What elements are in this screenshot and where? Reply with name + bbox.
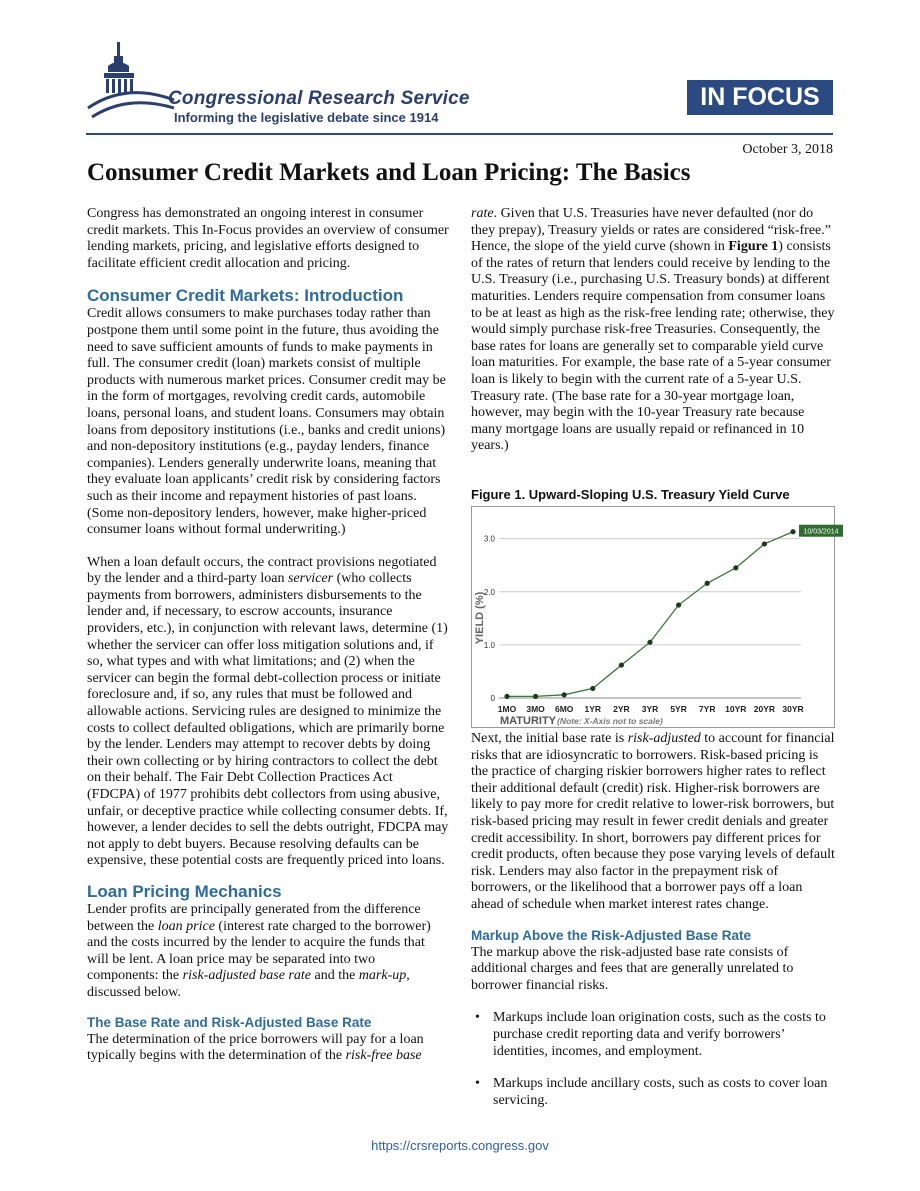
header-rule — [86, 133, 833, 135]
data-point — [705, 581, 710, 586]
paragraph-markup: The markup above the risk-adjusted base rate consists of additional charges and fees that are generally unrelated to borrower financial risks. — [471, 944, 794, 993]
x-axis-label: MATURITY — [500, 715, 557, 727]
y-tick-label: 0 — [490, 694, 495, 703]
x-tick-label: 3YR — [641, 704, 659, 714]
bullet-item-origination: • Markups include loan origination costs, such as the costs to purchase credit reporting data and verify borrowers’ identities, incomes, and employment. — [475, 1010, 826, 1059]
right-column-top — [471, 206, 835, 455]
x-tick-label: 10YR — [725, 704, 747, 714]
bullet-icon: • — [475, 1076, 480, 1092]
data-point — [762, 541, 767, 546]
paragraph-loan-pricing: Lender profits are principally generated from the difference between the loan price (interest rate charged to the borrower) and the costs incurred by the lender to acquire the funds that will be lent. A loan price may be separated into two components: the risk-adjusted base rate and the mark-up, discussed below. — [87, 901, 431, 1000]
x-tick-label: 2YR — [613, 704, 630, 714]
paragraph-risk-free-rate: rate. Given that U.S. Treasuries have never defaulted (nor do they prepay), Treasury yields or rates are considered “risk-free.” Hence, the slope of the yield curve (shown in Figure 1) consists of the rates of return that lenders could receive by lending to the U.S. Treasury (i.e., purchasing U.S. Treasury bonds) at different maturities. Lenders require compensation from consumer loans to be at least as high as the risk-free lending rate; otherwise, they would simply purchase risk-free Treasuries. Consequently, the base rates for loans are generally set to comparable yield curve loan maturities. For example, the base rate of a 5-year consumer loan is likely to begin with the current rate of a 5-year U.S. Treasury rate. (The base rate for a 30-year mortgage loan, however, may begin with the 10-year Treasury rate because many mortgage loans are usually repaid or refinanced in 10 years.) — [471, 206, 835, 454]
data-point — [790, 529, 795, 534]
bullet-item-ancillary: • Markups include ancillary costs, such as costs to cover loan servicing. — [475, 1076, 828, 1108]
heading-loan-pricing: Loan Pricing Mechanics — [87, 881, 282, 901]
intro-paragraph: Congress has demonstrated an ongoing interest in consumer credit markets. This In-Focus provides an overview of consumer lending markets, pricing, and legislative efforts designed to facilitate efficient credit allocation and pricing. — [87, 206, 449, 271]
data-point — [533, 694, 538, 699]
y-axis-label: YIELD (%) — [474, 591, 486, 645]
y-tick-label: 3.0 — [483, 534, 495, 544]
x-tick-label: 7YR — [698, 704, 716, 714]
right-column-bottom — [471, 731, 835, 1109]
publication-date: October 3, 2018 — [742, 142, 833, 157]
data-point — [590, 686, 595, 691]
in-focus-badge: IN FOCUS — [687, 80, 833, 115]
y-tick-label: 2.0 — [483, 587, 495, 597]
data-point — [562, 692, 567, 697]
x-tick-label: 1MO — [497, 704, 517, 714]
heading-base-rate: The Base Rate and Risk-Adjusted Base Rate — [87, 1014, 372, 1030]
page-title: Consumer Credit Markets and Loan Pricing: The Basics — [87, 159, 691, 186]
x-tick-label: 1YR — [584, 704, 602, 714]
footer-url[interactable]: https://crsreports.congress.gov — [371, 1138, 549, 1153]
x-tick-label: 3MO — [526, 704, 545, 714]
org-tagline: Informing the legislative debate since 1914 — [174, 110, 439, 125]
org-name: Congressional Research Service — [168, 88, 470, 109]
x-tick-label: 20YR — [753, 704, 776, 714]
x-axis-note: (Note: X-Axis not to scale) — [557, 716, 663, 726]
left-column — [87, 206, 449, 1065]
paragraph-loan-default: When a loan default occurs, the contract provisions negotiated by the lender and a third-party loan servicer (who collects payments from borrowers, administers disbursements to the lender and, if necessary, to escrow accounts, insurance providers, etc.), in conjunction with relevant laws, determine (1) whether the servicer can offer loss mitigation solutions and, if so, what types and with what limitations; and (2) when the servicer can begin the formal debt-collection process or initiate foreclosure and, if so, any rules that must be followed and allowable actions. Servicing rules are designed to minimize the costs to collect defaulted obligations, which are primarily borne by the lender. Lenders may attempt to recover debts by doing their own collecting or by hiring contractors to collect the debt on their behalf. The Fair Debt Collection Practices Act (FDCPA) of 1977 prohibits debt collectors from using abusive, unfair, or deceptive practice while collecting consumer debts. If, however, a lender decides to sell the debts outright, FDCPA may not apply to debt buyers. Because resolving defaults can be expensive, these potential costs are frequently priced into loans. — [87, 554, 449, 869]
paragraph-base-rate: The determination of the price borrowers will pay for a loan typically begins with the determination of the risk-free base — [87, 1031, 424, 1064]
x-tick-label: 30YR — [782, 704, 804, 714]
y-tick-label: 1.0 — [483, 640, 495, 650]
data-point — [733, 565, 738, 570]
x-tick-label: 5YR — [670, 704, 687, 714]
paragraph-risk-adjusted: Next, the initial base rate is risk-adjusted to account for financial risks that are idiosyncratic to borrowers. Risk-based pricing is the practice of charging riskier borrowers higher rates to reflect their additional default (credit) risk. Higher-risk borrowers are likely to pay more for credit relative to lower-risk borrowers, but risk-based pricing may result in fewer credit denials and greater credit accessibility. In short, borrowers pay different prices for credit products, often because they pose varying levels of default risk. Lenders may also factor in the prepayment risk of borrowers, or the likelihood that a borrower pays off a loan ahead of schedule when market interest rates change. — [471, 731, 835, 912]
x-tick-label: 6MO — [554, 704, 574, 714]
bullet-icon: • — [475, 1010, 480, 1026]
paragraph-credit-overview: Credit allows consumers to make purchases today rather than postpone them until some point in the future, thus avoiding the need to save sufficient amounts of funds to make payments in full. The consumer credit (loan) markets consist of multiple products with numerous market prices. Consumer credit may be in the form of mortgages, revolving credit cards, automobile loans, personal loans, and student loans. Consumers may obtain loans from depository institutions (i.e., banks and credit unions) and non-depository institutions (e.g., payday lenders, finance companies). Lenders generally underwrite loans, meaning that they evaluate loan applicants’ credit risk by considering factors such as their income and repayment histories of past loans. (Some non-depository lenders, however, make higher-priced consumer loans without formal underwriting.) — [87, 306, 446, 538]
data-point — [676, 602, 681, 607]
annotation-label: 10/03/2014 — [803, 528, 839, 536]
figure-caption: Figure 1. Upward-Sloping U.S. Treasury Yield Curve — [471, 487, 790, 502]
data-point — [504, 694, 509, 699]
heading-markup: Markup Above the Risk-Adjusted Base Rate — [471, 927, 752, 943]
heading-consumer-credit-markets: Consumer Credit Markets: Introduction — [87, 286, 404, 306]
data-point — [619, 662, 624, 667]
chart-frame — [472, 507, 835, 728]
yield-curve-chart — [471, 506, 839, 728]
crs-dome-logo-icon — [86, 42, 176, 132]
data-point — [647, 640, 652, 645]
